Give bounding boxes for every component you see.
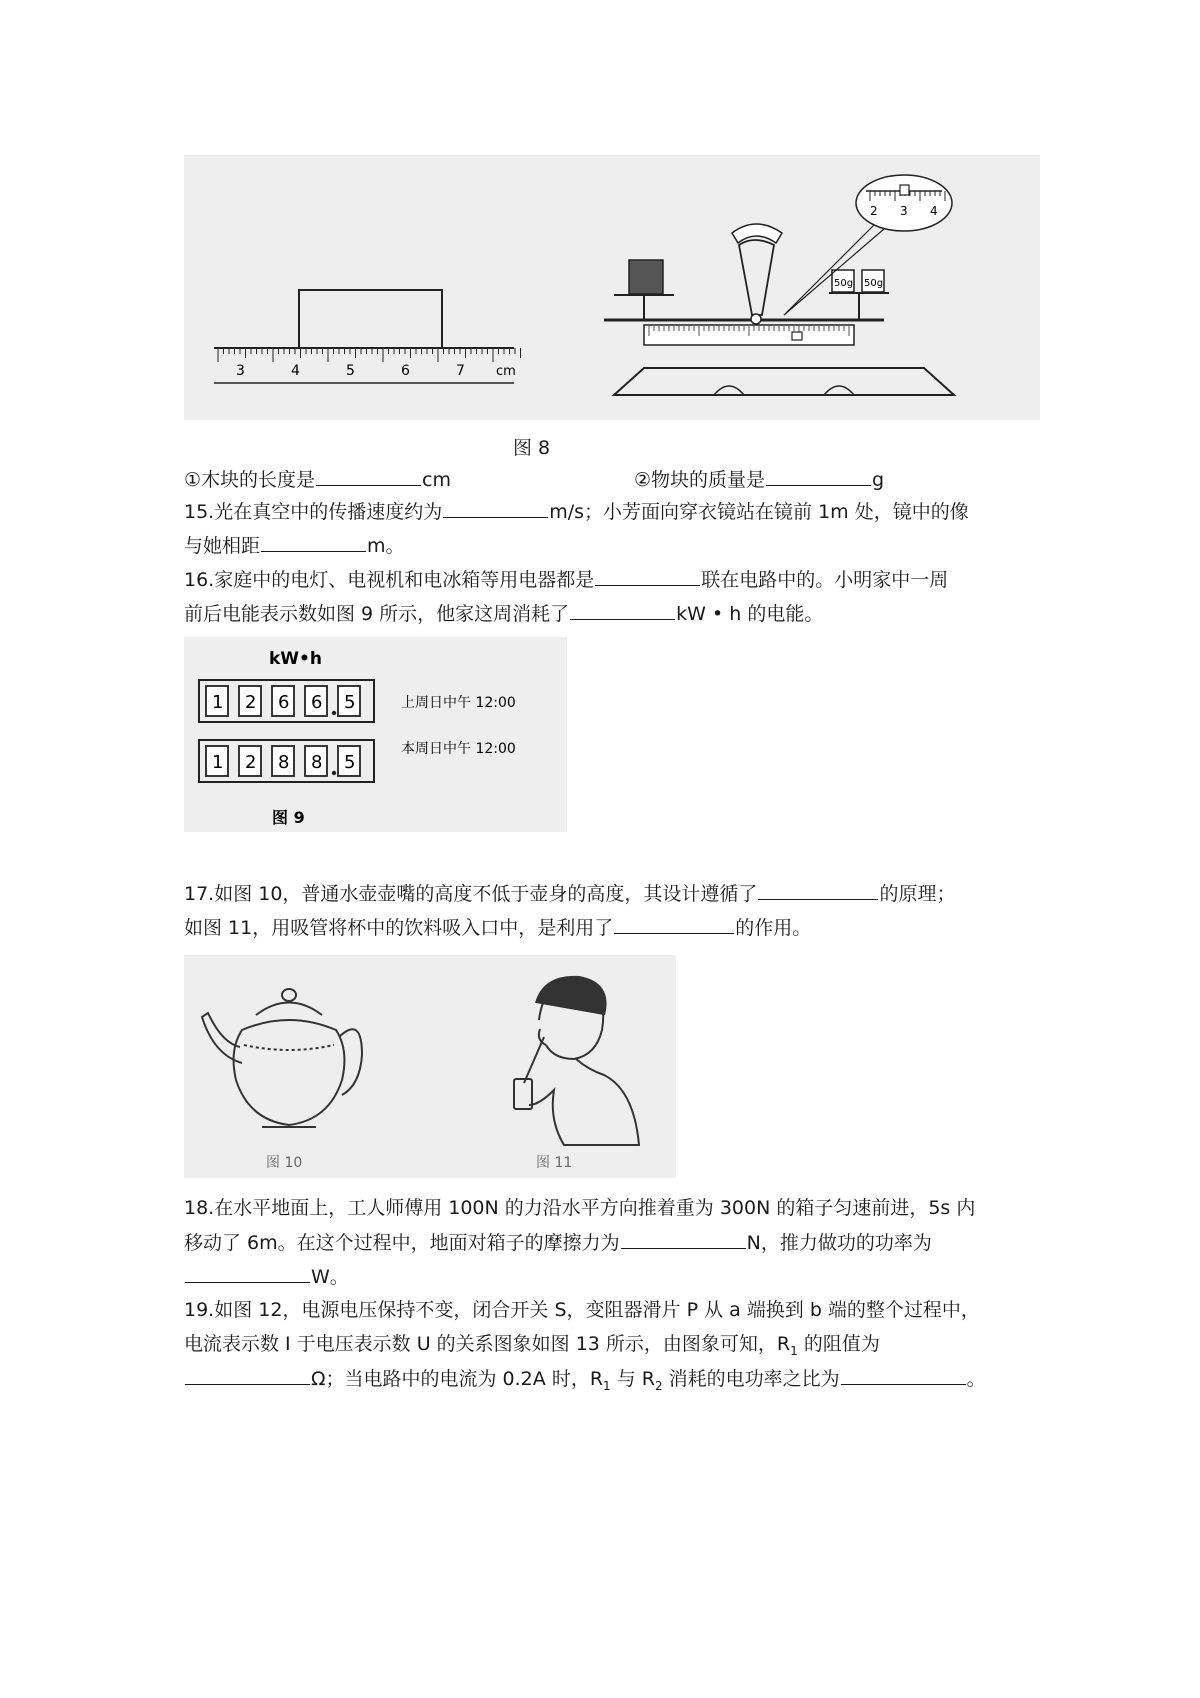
q19-line2-text-a: 电流表示数 I 于电压表示数 U 的关系图象如图 13 所示，由图象可知，R	[184, 1333, 791, 1355]
meter-digit: 1	[212, 692, 224, 713]
meter-digit: 8	[311, 752, 323, 773]
q17-line2	[184, 911, 811, 945]
wooden-block	[299, 290, 442, 348]
figure-9-caption: 图 9	[272, 808, 305, 827]
q15-line1-text-a: 15.光在真空中的传播速度约为	[184, 501, 443, 523]
q17-line1-text-a: 17.如图 10，普通水壶壶嘴的高度不低于壶身的高度，其设计遵循了	[184, 883, 758, 905]
q17-line1	[184, 877, 955, 911]
weight-2-label: 50g	[864, 278, 884, 289]
q16-line1	[184, 563, 948, 597]
zoom-bubble	[856, 175, 952, 231]
q18-line1: 18.在水平地面上，工人师傅用 100N 的力沿水平方向推着重为 300N 的箱子匀速前进，5s 内	[184, 1197, 976, 1219]
meter-row-1-time: 上周日中午 12:00	[401, 695, 516, 711]
q17-line1-text-b: 的原理；	[879, 883, 956, 905]
q18-blank-friction[interactable]	[621, 1226, 746, 1249]
figure-10-11-drawing	[184, 955, 676, 1178]
q15-line2-text-a: 与她相距	[184, 535, 261, 557]
q17-line2-text-b: 的作用。	[735, 917, 812, 939]
q19-line3-text-b: 消耗的电功率之比为	[662, 1368, 840, 1390]
q14-part1-unit: cm	[422, 469, 452, 491]
zoom-label-4: 4	[930, 204, 938, 218]
weight-1-label: 50g	[834, 278, 854, 289]
q15-line2	[184, 529, 405, 563]
q14-part2-unit: g	[872, 469, 885, 491]
meter-row-1-digits	[206, 686, 360, 716]
q16-line1-text-a: 16.家庭中的电灯、电视机和电冰箱等用电器都是	[184, 569, 595, 591]
q19-line2	[184, 1328, 880, 1361]
meter-row-2-decimal	[332, 771, 336, 775]
q19-line2-text-b: 的阻值为	[797, 1333, 880, 1355]
ruler-label-3: 3	[236, 363, 245, 379]
q15-blank-speed[interactable]	[443, 495, 548, 518]
meter-digit: 8	[278, 752, 290, 773]
q18-line3	[184, 1260, 349, 1294]
q16-line1-text-b: 联在电路中的。小明家中一周	[701, 569, 949, 591]
figure-9	[184, 637, 567, 832]
q16-line2-text-b: kW • h 的电能。	[676, 603, 824, 625]
q14-part1	[184, 463, 451, 497]
q14-part1-prefix: ①木块的长度是	[184, 469, 316, 491]
q19-line2-subscript: 1	[790, 1343, 798, 1358]
q14-part2	[634, 463, 884, 497]
balance-base	[614, 368, 954, 395]
q18-line2	[184, 1226, 932, 1260]
q19-line3	[184, 1362, 986, 1396]
q15-blank-distance[interactable]	[261, 529, 366, 552]
q19-line3-subscript-2: 2	[654, 1378, 663, 1393]
teapot-illustration	[202, 989, 362, 1127]
ruler-label-4: 4	[291, 363, 300, 379]
q17-blank-effect[interactable]	[614, 911, 734, 934]
object-block	[629, 260, 663, 294]
q16-line2	[184, 597, 823, 631]
rider	[792, 332, 802, 340]
q18-line2-text-b: N，推力做功的功率为	[746, 1232, 932, 1254]
ruler-ticks	[218, 348, 521, 362]
figure-11-caption: 图 11	[536, 1155, 573, 1171]
meter-digit: 2	[245, 752, 257, 773]
figure-8	[184, 155, 1040, 420]
zoom-label-3: 3	[900, 204, 908, 218]
q17-line2-text-a: 如图 11，用吸管将杯中的饮料吸入口中，是利用了	[184, 917, 614, 939]
q19-line3-text-a: Ω；当电路中的电流为 0.2A 时，R	[311, 1368, 604, 1390]
q16-blank-connection[interactable]	[595, 563, 700, 586]
meter-digit: 5	[344, 692, 356, 713]
zoom-rider	[900, 185, 909, 195]
q19-line1: 19.如图 12，电源电压保持不变，闭合开关 S，变阻器滑片 P 从 a 端换到 b 端的整个过程中，	[184, 1299, 980, 1321]
meter-digit: 6	[311, 692, 323, 713]
balance-feet	[714, 386, 854, 395]
figure-8-drawing	[184, 155, 1040, 420]
figure-10-11	[184, 955, 676, 1178]
q14-blank-length[interactable]	[316, 463, 421, 486]
q15-line2-text-b: m。	[367, 535, 405, 557]
meter-digit: 1	[212, 752, 224, 773]
q14-blank-mass[interactable]	[766, 463, 871, 486]
q18-line2-text-a: 移动了 6m。在这个过程中，地面对箱子的摩擦力为	[184, 1232, 620, 1254]
q19-line3-subscript-1: 1	[603, 1378, 611, 1393]
q16-blank-energy[interactable]	[570, 597, 675, 620]
boy-drinking-illustration	[514, 977, 639, 1145]
figure-8-caption: 图 8	[513, 437, 551, 459]
balance-pointer-stand	[739, 240, 774, 315]
q19-blank-resistance[interactable]	[185, 1362, 310, 1385]
q19-blank-power-ratio[interactable]	[841, 1362, 966, 1385]
meter-digit: 6	[278, 692, 290, 713]
q17-blank-principle[interactable]	[758, 877, 878, 900]
ruler-label-7: 7	[456, 363, 465, 379]
meter-row-2-time: 本周日中午 12:00	[401, 741, 516, 757]
q15-line1-text-b: m/s；小芳面向穿衣镜站在镜前 1m 处，镜中的像	[549, 501, 969, 523]
q19-line3-text-mid: 与 R	[610, 1368, 655, 1390]
ruler-label-5: 5	[346, 363, 355, 379]
q14-part2-prefix: ②物块的质量是	[634, 469, 766, 491]
meter-digit: 5	[344, 752, 356, 773]
ruler-label-6: 6	[401, 363, 410, 379]
meter-row-2-digits	[206, 746, 360, 776]
balance-pivot	[751, 314, 761, 324]
zoom-label-2: 2	[870, 204, 878, 218]
meter-digit: 2	[245, 692, 257, 713]
q18-blank-power[interactable]	[185, 1260, 310, 1283]
q16-line2-text-a: 前后电能表示数如图 9 所示，他家这周消耗了	[184, 603, 570, 625]
q15-line1	[184, 495, 969, 529]
q19-line3-text-c: 。	[966, 1368, 986, 1390]
meter-row-1-decimal	[332, 711, 336, 715]
ruler-unit: cm	[496, 364, 516, 379]
figure-10-caption: 图 10	[266, 1155, 303, 1171]
q18-line3-text-b: W。	[311, 1266, 349, 1288]
meter-unit-label: kW•h	[269, 649, 323, 669]
figure-9-drawing	[184, 637, 567, 832]
